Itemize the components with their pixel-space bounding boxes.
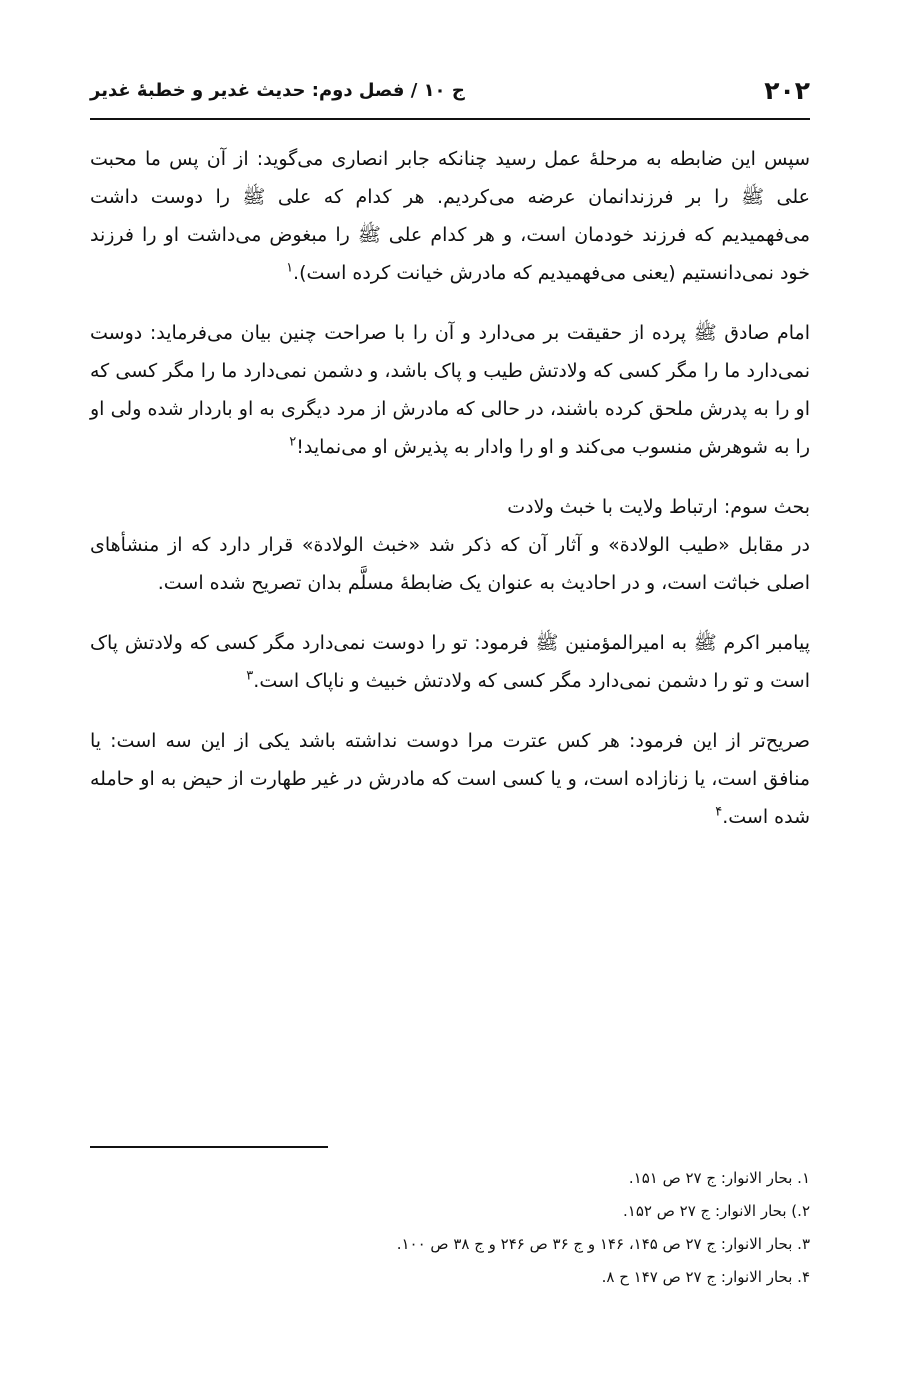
paragraph-1 (90, 140, 810, 292)
footnote-divider (90, 1146, 328, 1148)
paragraph-4-text: پیامبر اکرم ﷺ به امیرالمؤمنین ﷺ فرمود: تو را دوست نمی‌دارد مگر کسی که ولادتش پاک است و تو را دشمن نمی‌دارد مگر کسی که ولادتش خبیث و ناپاک است. (90, 632, 810, 692)
footnotes (90, 1162, 810, 1294)
header-divider (90, 118, 810, 120)
paragraph-5-text: صریح‌تر از این فرمود: هر کس عترت مرا دوست نداشته باشد یکی از این سه است: یا منافق است، یا زنازاده است، و یا کسی است که مادرش در غیر طهارت از حیض به او حامله شده است. (90, 730, 810, 828)
running-title: ج ۱۰ / فصل دوم: حدیث غدیر و خطبهٔ غدیر (90, 79, 465, 101)
paragraph-1-text: سپس این ضابطه به مرحلهٔ عمل رسید چنانکه جابر انصاری می‌گوید: از آن پس ما محبت علی ﷺ را بر فرزندانمان عرضه می‌کردیم. هر کدام که علی ﷺ را دوست داشت می‌فهمیدیم که فرزند خودمان است، و هر کدام علی ﷺ را مبغوض می‌داشت او را فرزند خود نمی‌دانستیم (یعنی می‌فهمیدیم که مادرش خیانت کرده است). (90, 148, 810, 284)
page-number: ۲۰۲ (764, 75, 810, 105)
footnote-2: ۲.) بحار الانوار: ج ۲۷ ص ۱۵۲. (623, 1202, 810, 1220)
paragraph-3-text: در مقابل «طیب الولادة» و آثار آن که ذکر شد «خبث الولادة» قرار دارد که از منشأهای اصلی خباثت است، و در احادیث به عنوان یک ضابطهٔ مسلَّم بدان تصریح شده است. (90, 534, 810, 594)
page-header (90, 70, 810, 110)
footnote-3: ۳. بحار الانوار: ج ۲۷ ص ۱۴۵، ۱۴۶ و ج ۳۶ ص ۲۴۶ و ج ۳۸ ص ۱۰۰. (396, 1235, 810, 1253)
section-heading: بحث سوم: ارتباط ولایت با خبث ولادت (507, 496, 810, 518)
footnote-ref-3: ۳ (246, 668, 254, 684)
footnote-1: ۱. بحار الانوار: ج ۲۷ ص ۱۵۱. (628, 1169, 810, 1187)
paragraph-2-text: امام صادق ﷺ پرده از حقیقت بر می‌دارد و آن را با صراحت چنین بیان می‌فرماید: دوست نمی‌دارد ما را مگر کسی که ولادتش طیب و پاک باشد، و دشمن نمی‌دارد ما را مگر کسی که او را به پدرش ملحق کرده باشند، در حالی که مادرش از مرد دیگری به او باردار شده ولی او را به شوهرش منسوب می‌کند و او را وادار به پذیرش او می‌نماید! (90, 322, 810, 458)
paragraph-3 (90, 526, 810, 602)
footnote-4: ۴. بحار الانوار: ج ۲۷ ص ۱۴۷ ح ۸. (601, 1268, 810, 1286)
footnote-ref-1: ۱ (286, 260, 294, 276)
footnote-ref-4: ۴ (715, 804, 723, 820)
paragraph-4 (90, 624, 810, 700)
footnote-ref-2: ۲ (289, 434, 297, 450)
paragraph-2 (90, 314, 810, 466)
book-page (90, 0, 810, 1390)
paragraph-5 (90, 722, 810, 836)
page-body (90, 140, 810, 858)
